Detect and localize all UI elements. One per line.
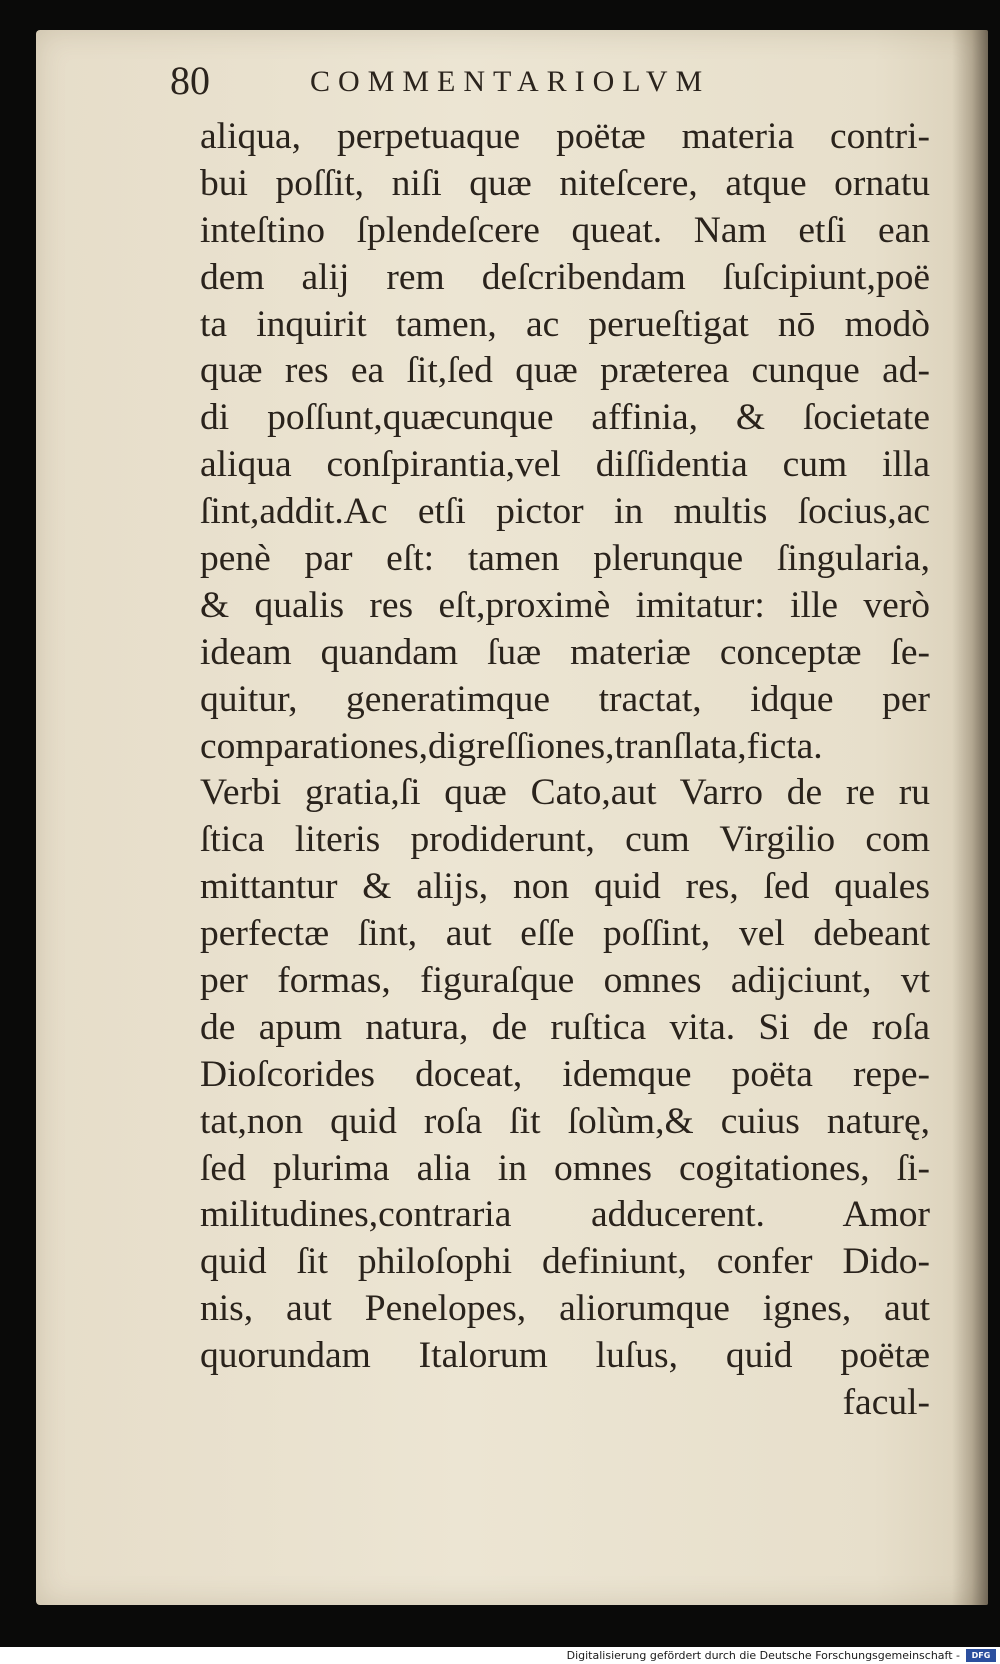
dfg-logo: DFG	[966, 1649, 996, 1662]
page-number: 80	[170, 58, 210, 103]
text-line: inteſtino ſplendeſcere queat. Nam etſi ean	[200, 209, 930, 251]
text-line: di poſſunt,quæcunque affinia, & ſocietate	[200, 397, 930, 439]
text-line: militudines,contraria adducerent. Amor	[200, 1194, 930, 1236]
digitization-footer	[0, 1647, 1000, 1664]
text-line: aliqua conſpirantia,vel diſſidentia cum illa	[200, 444, 930, 486]
text-line: per formas, figuraſque omnes adijciunt, vt	[200, 960, 930, 1002]
text-line: quitur, generatimque tractat, idque per	[200, 678, 930, 720]
text-line: dem alij rem deſcribendam ſuſcipiunt,poë	[200, 256, 930, 298]
text-line: perfectæ ſint, aut eſſe poſſint, vel debeant	[200, 913, 930, 955]
text-line: bui poſſit, niſi quæ niteſcere, atque ornatu	[200, 162, 930, 204]
running-head: COMMENTARIOLVM	[310, 65, 711, 98]
text-line: ſint,addit.Ac etſi pictor in multis ſocius,ac	[200, 491, 930, 533]
text-line: de apum natura, de ruſtica vita. Si de roſa	[200, 1006, 930, 1048]
text-line: ideam quandam ſuæ materiæ conceptæ ſe-	[200, 631, 930, 673]
text-line: ta inquirit tamen, ac perueſtigat nō modò	[200, 303, 930, 345]
text-line: facul-	[842, 1382, 930, 1424]
page-edge-shadow	[952, 30, 988, 1605]
text-line: & qualis res eſt,proximè imitatur: ille verò	[200, 584, 930, 626]
text-line: penè par eſt: tamen plerunque ſingularia,	[200, 538, 930, 580]
text-line: quorundam Italorum luſus, quid poëtæ	[200, 1335, 930, 1377]
text-line: nis, aut Penelopes, aliorumque ignes, aut	[200, 1288, 930, 1330]
text-line: comparationes,digreſſiones,tranſlata,ficta.	[200, 725, 823, 767]
page-header	[170, 56, 830, 106]
footer-credit: Digitalisierung gefördert durch die Deutsche Forschungsgemeinschaft -	[566, 1649, 960, 1662]
text-line: quid ſit philoſophi definiunt, confer Dido-	[200, 1241, 930, 1283]
text-line: tat,non quid roſa ſit ſolùm,& cuius naturę,	[200, 1100, 930, 1142]
text-line: Dioſcorides doceat, idemque poëta repe-	[200, 1053, 930, 1095]
text-line: ſtica literis prodiderunt, cum Virgilio com	[200, 819, 930, 861]
text-line: mittantur & alijs, non quid res, ſed quales	[200, 866, 930, 908]
body-text	[200, 114, 930, 1427]
text-line: ſed plurima alia in omnes cogitationes, ſi-	[200, 1147, 930, 1189]
text-line: aliqua, perpetuaque poëtæ materia contri-	[200, 116, 930, 157]
text-line: quæ res ea ſit,ſed quæ præterea cunque ad-	[200, 350, 930, 392]
text-line: Verbi gratia,ſi quæ Cato,aut Varro de re ru	[200, 772, 930, 814]
